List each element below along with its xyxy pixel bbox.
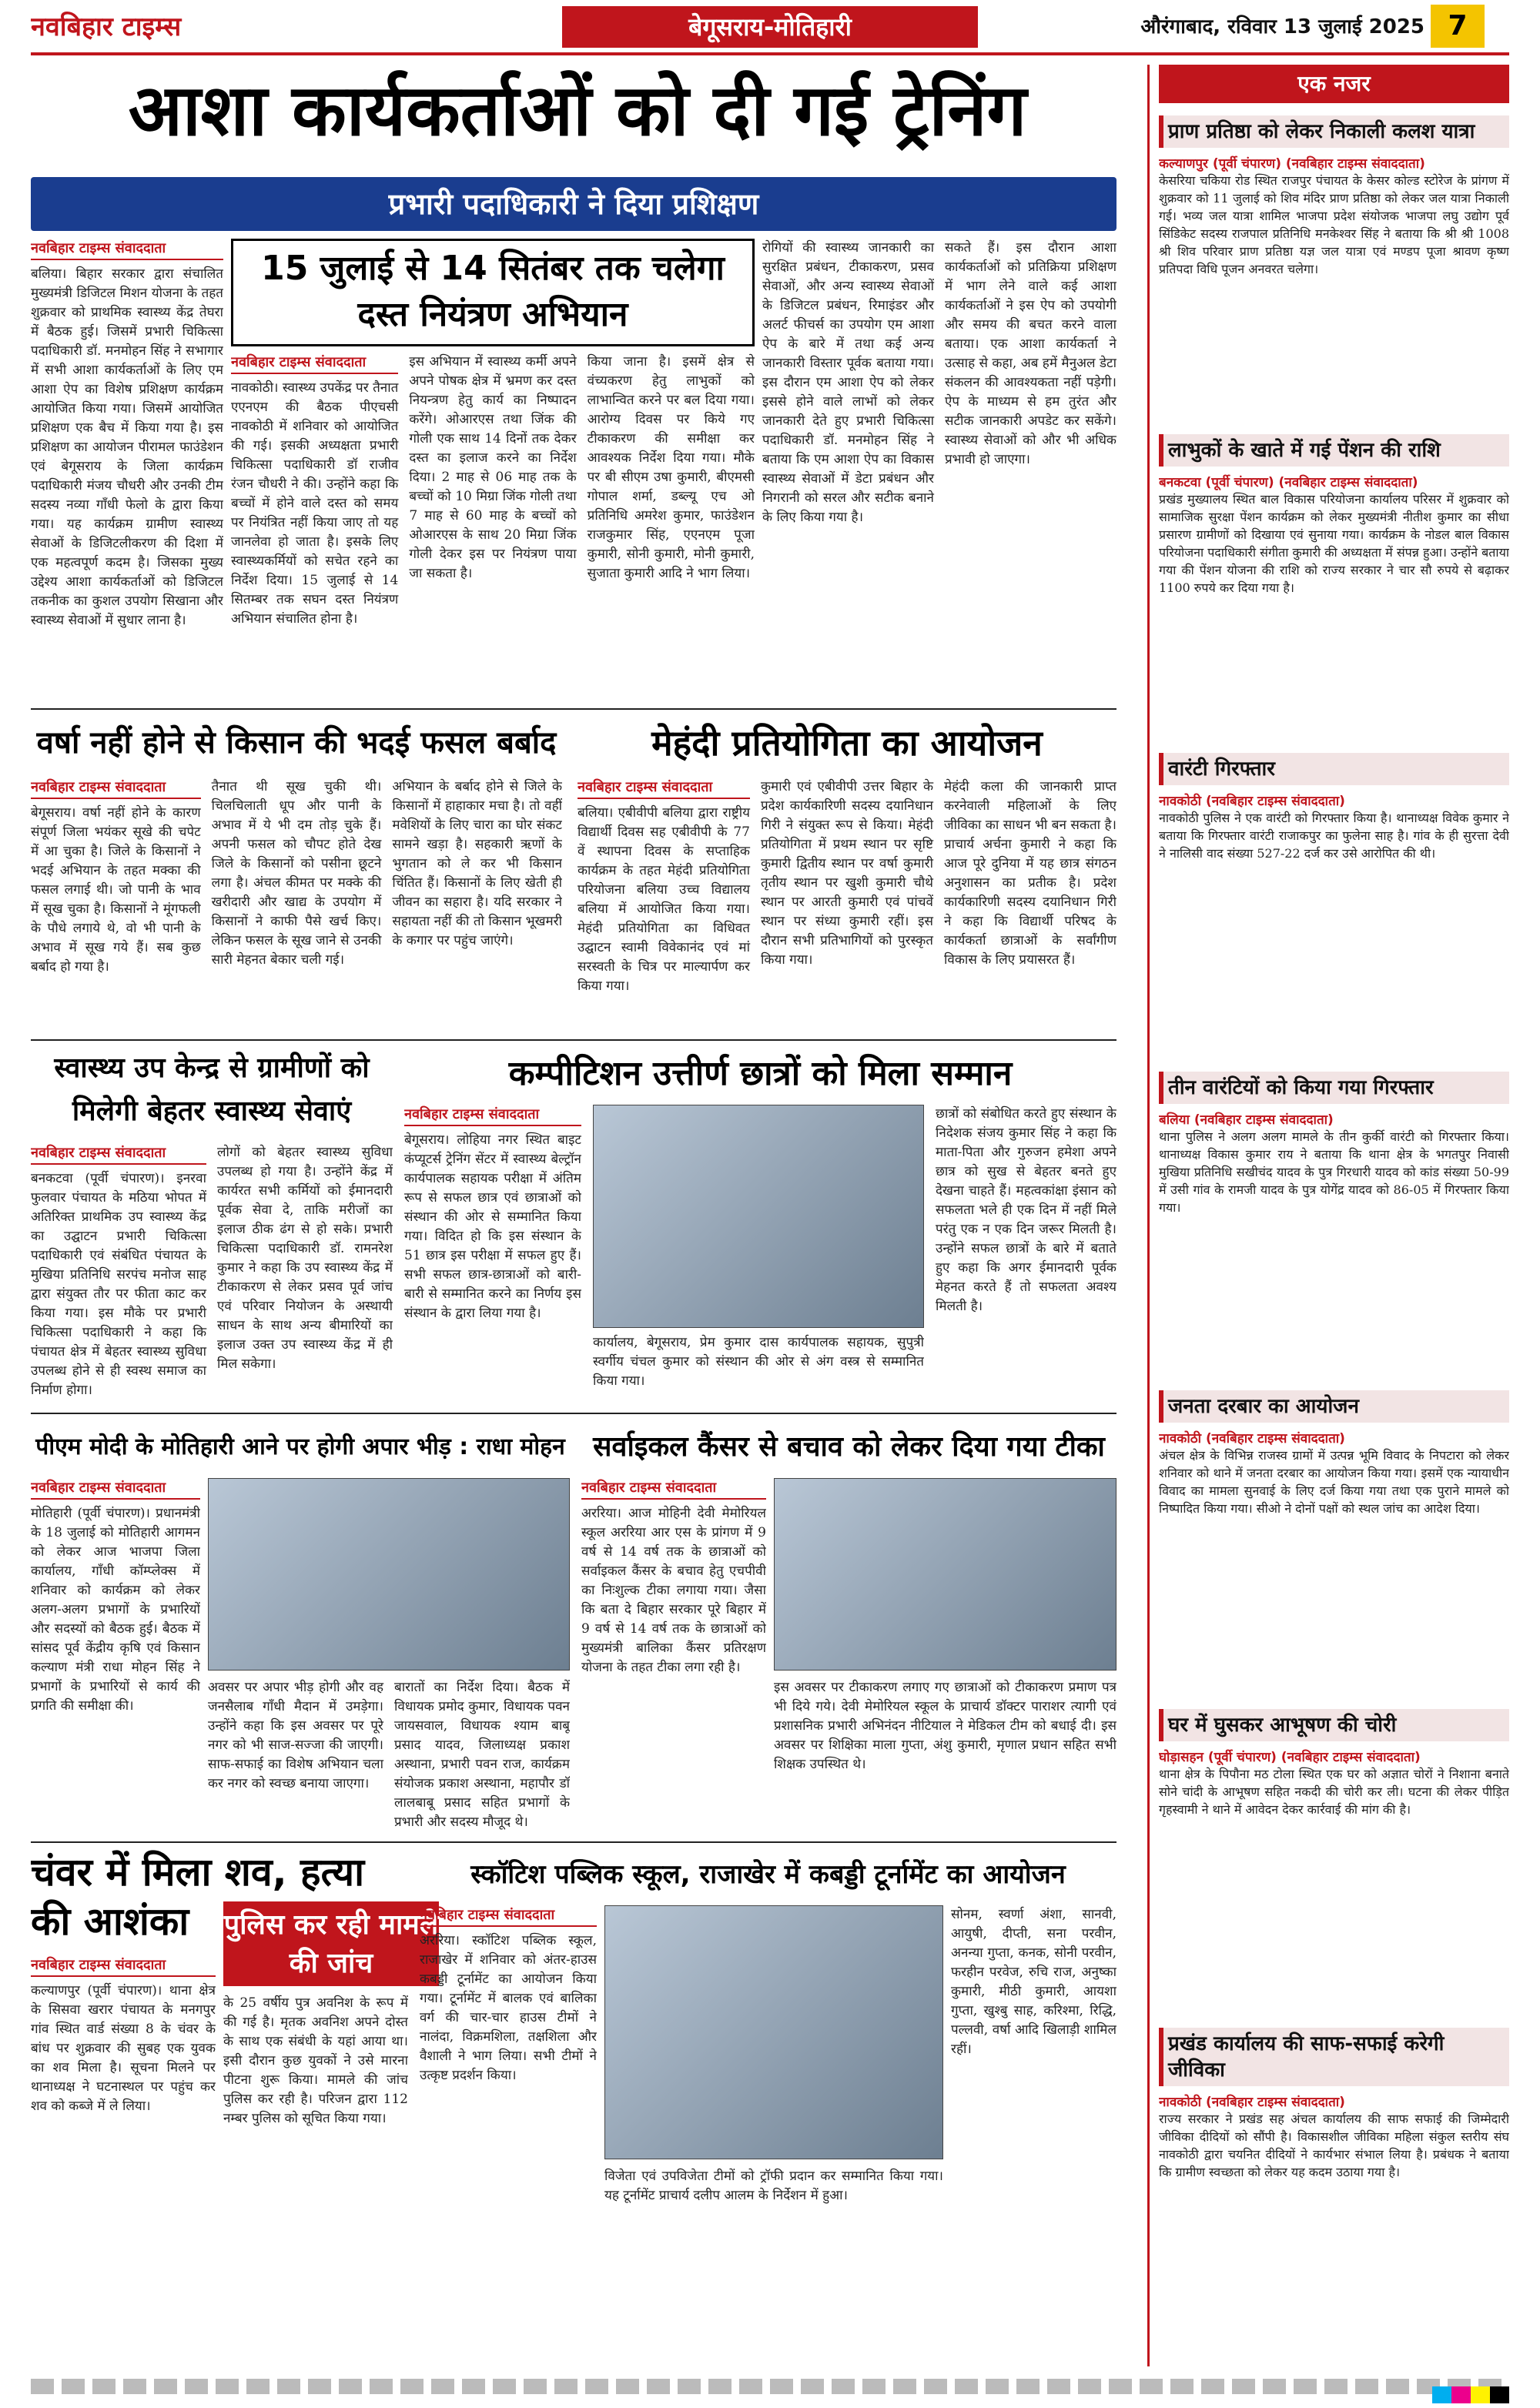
article-text: सोनम, स्वर्णा अंशा, सानवी, आयुषी, दीप्ती, सना परवीन, अनन्या गुप्ता, कनक, सोनी परवीन, फरहीन परवेज, रुचि राज, अनुष्का कुमारी, मीठी कुमारी, आयशा गुप्ता, खुश्बु साह, करिश्मा, रिद्धि, पल्लवी, वर्षा आदि खिलाड़ी शामिल रहीं। [951, 1907, 1116, 2057]
dast-headline: 15 जुलाई से 14 सितंबर तक चलेगा दस्त नियंत्रण अभियान [261, 249, 725, 334]
footer-strip [31, 2379, 1509, 2394]
sidebar-story-byline: बलिया (नवबिहार टाइम्स संवाददाता) [1159, 1112, 1334, 1128]
byline: नवबिहार टाइम्स संवाददाता [31, 1478, 200, 1500]
byline: नवबिहार टाइम्स संवाददाता [31, 778, 201, 799]
sidebar-story [1159, 748, 1509, 1056]
modi-col-1 [31, 1478, 200, 1832]
article-text: इस अभियान में स्वास्थ्य कर्मी अपने अपने पोषक क्षेत्र में भ्रमण कर दस्त नियन्त्रण हेतु कार्य का निष्पादन करेंगे। ओआरएस तथा जिंक की गोली एक साथ 14 दिनों तक देकर दस्त का इलाज करने का निर्देश दिया। 2 माह से 06 माह तक के बच्चों को 10 मिग्रा जिंक गोली तथा 7 माह से 60 माह के बच्चों को ओआरएस के साथ 20 मिग्रा जिंक गोली देकर इस पर नियंत्रण पाया जा सकता है। [409, 354, 577, 581]
barsha-article [31, 778, 562, 1032]
kabaddi-caption-wrap [604, 2167, 943, 2371]
award-ceremony-photo [593, 1105, 924, 1328]
photo-caption: विजेता एवं उपविजेता टीमों को ट्रॉफी प्रदान कर सम्मानित किया गया। यह टूर्नामेंट प्राचार्य दलीप आलम के निर्देशन में हुआ। [604, 2169, 943, 2203]
barsha-headline-wrap [31, 716, 562, 770]
sidebar-story-headline: घर में घुसकर आभूषण की चोरी [1159, 1709, 1509, 1741]
kabaddi-col-1 [420, 1905, 597, 2371]
competition-headline-wrap [404, 1047, 1116, 1101]
sidebar-story-text: थाना क्षेत्र के पिपौना मठ टोला स्थित एक घर को अज्ञात चोरों ने निशाना बनाते सोने चांदी के आभूषण सहित नकदी की चोरी कर ली। घटना की लेकर पीड़ित गृहस्वामी ने थाने में आवेदन देकर कार्रवाई की मांग की है। [1159, 1767, 1509, 1817]
masthead-rule [31, 52, 1509, 55]
sidebar-story-headline: लाभुकों के खाते में गई पेंशन की राशि [1159, 434, 1509, 467]
sidebar-story-text: नावकोठी पुलिस ने एक वारंटी को गिरफ्तार किया है। थानाध्यक्ष विवेक कुमार ने बताया कि गिरफ्तार वारंटी राजाकपुर का फुलेना साह है। गांव के ही सुरत्ता देवी ने नालिसी वाद संख्या 527-22 दर्ज कर उसे आरोपित की थी। [1159, 811, 1509, 861]
cancer-headline-wrap [581, 1420, 1116, 1474]
mehndi-article [578, 778, 1116, 1032]
vaccination-photo [774, 1478, 1116, 1671]
section-divider [31, 708, 1116, 710]
article-text: अररिया। स्कॉटिश पब्लिक स्कूल, राजाखेर में शनिवार को अंतर-हाउस कबड्डी टूर्नामेंट का आयोजन किया गया। टूर्नामेंट में बालक एवं बालिका वर्ग की चार-चार हाउस टीमों ने नालंदा, विक्रमशिला, तक्षशिला और वैशाली ने भाग लिया। सभी टीमों ने उत्कृष्ट प्रदर्शन किया। [420, 1933, 597, 2083]
section-divider [31, 1413, 1116, 1414]
byline: नवबिहार टाइम्स संवाददाता [578, 778, 750, 799]
article-text: अभियान के बर्बाद होने से जिले के किसानों में हाहाकार मचा है। तो वहीं मवेशियों के लिए चारा का घोर संकट सामने खड़ा है। सहकारी ऋणों के भुगतान को ले कर भी किसान चिंतित हैं। किसानों के लिए खेती ही जीवन का सहारा है। यदि सरकार ने सहायता नहीं की तो किसान भूखमरी के कगार पर पहुंच जाएंगे। [392, 779, 562, 948]
article-text: बारातों का निर्देश दिया। बैठक में विधायक प्रमोद कुमार, विधायक पवन जायसवाल, विधायक श्याम बाबू प्रसाद यादव, जिलाध्यक्ष प्रकाश अस्थाना, प्रभारी पवन राज, कार्यक्रम संयोजक प्रकाश अस्थाना, महापौर डॉ लालबाबू प्रसाद सहित प्रभागों के प्रभारी और सदस्य मौजूद थे। [394, 1680, 570, 1830]
lead-headline: आशा कार्यकर्ताओं को दी गई ट्रेनिंग [128, 69, 1027, 152]
sidebar-story-byline: कल्याणपुर (पूर्वी चंपारण) (नवबिहार टाइम्स संवाददाता) [1159, 156, 1425, 172]
byline: नवबिहार टाइम्स संवाददाता [420, 1905, 597, 1927]
sidebar-story-byline: घोड़ासहन (पूर्वी चंपारण) (नवबिहार टाइम्स संवाददाता) [1159, 1750, 1421, 1765]
article-text: छात्रों को संबोधित करते हुए संस्थान के निदेशक संजय कुमार सिंह ने कहा कि माता-पिता और गुरुजन हमेशा अपने छात्र को सुख से बेहतर बनते हुए देखना चाहते हैं। महत्वकांक्षा इंसान को सफलता भले ही एक दिन में नहीं मिले परंतु एक न एक दिन जरूर मिलती है। उन्होंने सफल छात्रों के बारे में बताते हुए कहा कि अगर ईमानदारी पूर्वक मेहनत करते हैं तो सफलता अवश्य मिलती है। [936, 1106, 1116, 1314]
article-text: रोगियों की स्वास्थ्य जानकारी का सुरक्षित प्रबंधन, टीकाकरण, प्रसव सेवाओं, और अन्य स्वास्थ्य सेवाओं के डिजिटल प्रबंधन, रिमाइंडर और अलर्ट फीचर्स का उपयोग एम आशा ऐप के बारे में तथा कई अन्य जानकारी विस्तार पूर्वक बताया गया। इस दौरान एम आशा ऐप को लेकर इससे होने वाले लाभों को लेकर जानकारी देते हुए प्रभारी चिकित्सा पदाधिकारी डॉ. मनमोहन सिंह ने बताया कि एम आशा ऐप का विकास स्वास्थ्य सेवाओं में डेटा प्रबंधन और निगरानी को सरल और सटीक बनाने के लिए किया गया है। [762, 240, 934, 525]
cancer-col-2 [774, 1678, 1116, 1832]
article-text: मोतिहारी (पूर्वी चंपारण)। प्रधानमंत्री के 18 जुलाई को मोतिहारी आगमन को लेकर आज भाजपा जिला कार्यालय, गाँधी कॉम्प्लेक्स में शनिवार को कार्यक्रम को लेकर अलग-अलग प्रभागों के प्रभारियों और सदस्यों को बैठक हुई। बैठक में सांसद पूर्व केंद्रीय कृषि एवं किसान कल्याण मंत्री राधा मोहन सिंह ने प्रभागों के प्रभारियों से कार्य की प्रगति की समीक्षा की। [31, 1506, 200, 1714]
article-text: इस अवसर पर टीकाकरण लगाए गए छात्राओं को टीकाकरण प्रमाण पत्र भी दिये गये। देवी मेमोरियल स्कूल के प्राचार्य डॉक्टर पाराशर त्यागी एवं प्रशासनिक प्रभारी अभिनंदन नीटियाल ने मेडिकल टीम को बधाई दी। इस अवसर पर शिक्षिका माला गुप्ता, अंशु कुमारी, मृणाल प्रधान सहित सभी शिक्षक उपस्थित थे। [774, 1680, 1116, 1772]
edition-date: औरंगाबाद, रविवार 13 जुलाई 2025 [1140, 15, 1424, 38]
newspaper-name: नवबिहार टाइम्स [31, 12, 182, 42]
section-divider [31, 1841, 1116, 1843]
kabaddi-team-photo [604, 1905, 943, 2159]
sidebar-story-text: थाना पुलिस ने अलग अलग मामले के तीन कुर्की वारंटी को गिरफ्तार किया। थानाध्यक्ष विकास कुमार राय ने बताया कि थाना क्षेत्र के भगतपुर निवासी मुखिया प्रतिनिधि सखीचंद यादव के पुत्र गिरधारी यादव को कांड संख्या 50-99 में उसी गांव के रामजी यादव के पुत्र योगेंद्र यादव को 86-05 में गिरफ्तार किया गया। [1159, 1129, 1509, 1215]
kabaddi-col-2 [951, 1905, 1116, 2371]
modi-cols [208, 1678, 570, 1832]
dast-article [231, 353, 755, 699]
article-text: तैनात थी सूख चुकी थी। चिलचिलाती धूप और पानी के अभाव में ये भी दम तोड़ चुके हैं। अपनी फसल को चौपट होते देख जिले के किसानों को पसीना छूटने लगा है। अंचल कीमत पर मक्के की खरीदारी और खाद्य के उपयोग में किसानों ने काफी पैसे खर्च किए। लेकिन फसल के सूख जाने से उनकी सारी मेहनत बेकार चली गई। [211, 779, 382, 968]
byline: नवबिहार टाइम्स संवाददाता [31, 1955, 216, 1977]
cyan-swatch [1432, 2386, 1451, 2403]
sidebar-story [1159, 111, 1509, 419]
modi-headline-wrap [31, 1420, 570, 1474]
byline: नवबिहार टाइम्स संवाददाता [31, 239, 223, 260]
article-text: सकते हैं। इस दौरान आशा कार्यकर्ताओं को प्रतिक्रिया प्रशिक्षण में भाग लेने वाले कई आशा कार्यकर्ताओं ने इस ऐप को उपयोगी और समय की बचत करने वाला बताया। एक आशा कार्यकर्ता ने उत्साह से कहा, अब हमें मैनुअल डेटा संकलन की आवश्यकता नहीं पड़ेगी। ऐप के माध्यम से हम तुरंत और सटीक जानकारी अपडेट कर सकेंगे। स्वास्थ्य सेवाओं को और भी अधिक प्रभावी हो जाएगा। [945, 240, 1116, 467]
sidebar-story-text: प्रखंड मुख्यालय स्थित बाल विकास परियोजना कार्यालय परिसर में शुक्रवार को सामाजिक सुरक्षा पेंशन कार्यक्रम को लेकर मुख्यमंत्री नीतीश कुमार का सीधा प्रसारण ग्रामीणों को दिखाया एवं सुनाया गया। कार्यक्रम के नोडल बाल विकास परियोजना पदाधिकारी संगीता कुमारी की अध्यक्षता में संपन्न हुआ। उन्होंने बताया गया की पेंशन योजना की राशि को राज्य सरकार ने चार सौ रुपये से बढ़ाकर 1100 रुपये कर दिया गया है। [1159, 492, 1509, 595]
article-text: के 25 वर्षीय पुत्र अवनिश के रूप में की गई है। मृतक अवनिश अपने दोस्त के साथ एक संबंधी के यहां आया था। इसी दौरान कुछ युवकों ने उसे मारना पीटना शुरू किया। मामले की जांच पुलिस कर रही है। परिजन द्वारा 112 नम्बर पुलिस को सूचित किया गया। [223, 1995, 408, 2126]
cancer-col-1 [581, 1478, 766, 1832]
byline: नवबिहार टाइम्स संवाददाता [31, 1143, 206, 1165]
article-text: बलिया। बिहार सरकार द्वारा संचालित मुख्यमंत्री डिजिटल मिशन योजना के तहत शुक्रवार को प्राथमिक स्वास्थ्य केंद्र तेघरा में बैठक हुई। जिसमें प्रभारी चिकित्सा पदाधिकारी डॉ. मनमोहन सिंह ने सभागार में सभी आशा कार्यकर्ताओं के लिए एम आशा ऐप का विशेष प्रशिक्षण कार्यक्रम आयोजित किया गया। जिसमें आयोजित प्रशिक्षण एक बैच में किया गया है। इस प्रशिक्षण का आयोजन पीरामल फाउंडेशन एवं बेगूसराय के जिला कार्यक्रम पदाधिकारी मंजय चौधरी और उनकी टीम सदस्य नव्या गाँधी फेलो के द्वारा किया गया। यह कार्यक्रम ग्रामीण स्वास्थ्य सेवाओं के डिजिटलीकरण की दिशा में एक महत्वपूर्ण कदम है। जिसका मुख्य उद्देश्य आशा कार्यकर्ताओं को डिजिटल तकनीक का कुशल उपयोग सिखाना और स्वास्थ्य सेवाओं में सुधार लाना है। [31, 266, 223, 628]
article-text: कल्याणपुर (पूर्वी चंपारण)। थाना क्षेत्र के सिसवा खरार पंचायत के मनगपुर गांव स्थित वार्ड संख्या 8 के चंवर के बांध पर शुक्रवार की सुबह एक युवक का शव मिला है। सूचना मिलने पर थानाध्यक्ष ने घटनास्थल पर पहुंच कर शव को कब्जे में ले लिया। [31, 1983, 216, 2114]
sidebar-story-text: केसरिया चकिया रोड स्थित राजपुर पंचायत के केसर कोल्ड स्टोरेज के प्रांगण में शुक्रवार को 11 जुलाई को शिव मंदिर प्राण प्रतिष्ठा को लेकर जल यात्रा निकाली गई। भव्य जल यात्रा शामिल भाजपा प्रदेश संयोजक भाजपा लघु उद्योग पूर्व सिंडिकेट सदस्य राजपाल प्रतिनिधि मनकेश्वर सिंह ने बताया कि श्री श्री 1008 श्री शिव परिवार प्राण प्रतिष्ठा यज्ञ जल यात्रा एवं मण्डप पूजा श्रावण कृष्ण प्रतिपदा विधि पूजन अनवरत चलेगा। [1159, 173, 1509, 276]
sidebar-story-byline: नावकोठी (नवबिहार टाइम्स संवाददाता) [1159, 1431, 1345, 1446]
chawar-headline: चंवर में मिला शव, हत्या की आशंका [31, 1850, 365, 1944]
article-text: लोगों को बेहतर स्वास्थ्य सुविधा उपलब्ध हो गया है। उन्होंने केंद्र में कार्यरत सभी कर्मियों को ईमानदारी पूर्वक सेवा दे, ताकि मरीजों का इलाज ठीक ढंग से हो सके। प्रभारी चिकित्सा पदाधिकारी डॉ. रामनरेश कुमार ने कहा कि उप स्वास्थ्य केंद्र में टीकाकरण से लेकर प्रसव पूर्व जांच एवं परिवार नियोजन के अस्थायी साधन के साथ अन्य बीमारियों का इलाज उक्त उप स्वास्थ्य केंद्र में ही मिल सकेगा। [217, 1145, 393, 1372]
modi-headline: पीएम मोदी के मोतिहारी आने पर होगी अपार भीड़ : राधा मोहन [35, 1433, 565, 1460]
lead-column-1 [31, 239, 223, 701]
chawar-col-1 [31, 1955, 216, 2371]
article-text: बनकटवा (पूर्वी चंपारण)। इनरवा फुलवार पंचायत के मठिया भोपत में अतिरिक्त प्राथमिक उप स्वास्थ्य केंद्र का उद्घाटन प्रभारी चिकित्सा पदाधिकारी एवं संबंधित पंचायत के मुखिया प्रतिनिधि सरपंच मनोज साह द्वारा संयुक्त तौर पर फीता काट कर किया गया। इस मौके पर प्रभारी चिकित्सा पदाधिकारी ने कहा कि पंचायत क्षेत्र में बेहतर स्वास्थ्य सुविधा उपलब्ध होने से ही स्वस्थ समाज का निर्माण होगा। [31, 1171, 206, 1398]
sidebar-story-byline: नावकोठी (नवबिहार टाइम्स संवाददाता) [1159, 794, 1345, 809]
competition-headline: कम्पीटिशन उत्तीर्ण छात्रों को मिला सम्मान [508, 1054, 1013, 1093]
swasthya-headline: स्वास्थ्य उप केन्द्र से ग्रामीणों को मिलेगी बेहतर स्वास्थ्य सेवाएं [54, 1052, 370, 1127]
sidebar-story-headline: प्रखंड कार्यालय की साफ-सफाई करेगी जीविका [1159, 2028, 1509, 2086]
lead-columns-right [762, 239, 1116, 701]
article-text: नावकोठी। स्वास्थ्य उपकेंद्र पर तैनात एएनएम की बैठक पीएचसी नावकोठी में शनिवार को आयोजित की गई। इसकी अध्यक्षता प्रभारी चिकित्सा पदाधिकारी डॉ राजीव रंजन चौधरी ने की। उन्होंने कहा कि बच्चों में होने वाले दस्त को समय पर नियंत्रित नहीं किया जाए तो यह जानलेवा हो जाता है। इसके लिए स्वास्थ्यकर्मियों को सचेत रहने का निर्देश दिया। 15 जुलाई से 14 सितम्बर तक सघन दस्त नियंत्रण अभियान संचालित होना है। [231, 380, 399, 627]
sidebar-story [1159, 1704, 1509, 2012]
chawar-col-2 [223, 1994, 408, 2371]
byline: नवबिहार टाइम्स संवाददाता [231, 353, 398, 374]
barsha-headline: वर्षा नहीं होने से किसान की भदई फसल बर्बाद [36, 725, 557, 761]
article-text: अवसर पर अपार भीड़ होगी और वह जनसैलाब गाँधी मैदान में उमड़ेगा। उन्होंने कहा कि इस अवसर पर पूरे नगर को भी साज-सज्जा की जाएगी। साफ-सफाई का विशेष अभियान चला कर नगर को स्वच्छ बनाया जाएगा। [208, 1680, 383, 1791]
sidebar-story-headline: वारंटी गिरफ्तार [1159, 753, 1509, 785]
sidebar-story-headline: तीन वारंटियों को किया गया गिरफ्तार [1159, 1072, 1509, 1104]
sidebar-story-headline: प्राण प्रतिष्ठा को लेकर निकाली कलश यात्रा [1159, 115, 1509, 148]
photo-caption-wrap [593, 1333, 924, 1405]
magenta-swatch [1451, 2386, 1471, 2403]
section-title: बेगूसराय-मोतिहारी [562, 6, 978, 48]
byline: नवबिहार टाइम्स संवाददाता [404, 1105, 581, 1126]
kabaddi-headline-wrap [420, 1848, 1116, 1901]
article-text: मेहंदी कला की जानकारी प्राप्त करनेवाली महिलाओं के लिए जीविका का साधन भी बन सकता है। प्राचार्य अर्चना कुमारी ने कहा कि आज पूरे दुनिया में यह छात्र संगठन अनुशासन का प्रतीक है। प्रदेश कार्यकारिणी सदस्य दयानिधान गिरी ने कहा कि विद्यार्थी परिषद के कार्यकर्ता छात्राओं के सर्वांगीण विकास के लिए प्रयासरत हैं। [944, 779, 1116, 968]
article-text: बेगूसराय। लोहिया नगर स्थित बाइट कंप्यूटर्स ट्रेनिंग सेंटर में स्वास्थ्य बेल्ट्रॉन कार्यपालक सहायक परीक्षा में अंतिम रूप से सफल छात्र एवं छात्राओं को संस्थान की ओर से सम्मानित किया गया। विदित हो कि इस संस्थान के 51 छात्र इस परीक्षा में सफल हुए हैं। सभी सफल छात्र-छात्राओं को बारी-बारी से सम्मानित करने का निर्णय इस संस्थान के द्वारा लिया गया है। [404, 1132, 581, 1321]
sidebar-story [1159, 430, 1509, 737]
lead-banner: प्रभारी पदाधिकारी ने दिया प्रशिक्षण [31, 177, 1116, 231]
police-investigation-box: पुलिस कर रही मामले की जांच [223, 1901, 439, 1986]
black-swatch [1490, 2386, 1509, 2403]
article-text: अररिया। आज मोहिनी देवी मेमोरियल स्कूल अररिया आर एस के प्रांगण में 9 वर्ष से 14 वर्ष तक के छात्राओं को सर्वाइकल कैंसर के बचाव हेतु एचपीवी का निःशुल्क टीका लगाया गया। जैसा कि बता दे बिहार सरकार पूरे बिहार में 9 वर्ष से 14 वर्ष तक के छात्राओं को मुख्यमंत्री बालिका कैंसर प्रतिरक्षण योजना के तहत टीका लगा रही है। [581, 1506, 766, 1675]
sidebar-story-text: अंचल क्षेत्र के विभिन्न राजस्व ग्रामों में उत्पन्न भूमि विवाद के निपटारा को लेकर शनिवार को थाने में जनता दरबार का आयोजन किया गया। इसमें एक न्यायाधीन विवाद का मामला सुनवाई के लिए दर्ज किया गया तथा एक पुराने मामले को निष्पादित किया गया। सीओ ने दोनों पक्षों को स्थल जांच का आदेश दिया। [1159, 1448, 1509, 1516]
mehndi-headline: मेहंदी प्रतियोगिता का आयोजन [651, 722, 1043, 764]
competition-col-2 [936, 1105, 1116, 1405]
yellow-swatch [1471, 2386, 1490, 2403]
bjp-meeting-photo [208, 1478, 570, 1671]
kabaddi-headline: स्कॉटिश पब्लिक स्कूल, राजाखेर में कबड्डी टूर्नामेंट का आयोजन [470, 1859, 1066, 1890]
mehndi-headline-wrap [578, 716, 1116, 770]
article-text: कुमारी एवं एबीवीपी उत्तर बिहार के प्रदेश कार्यकारिणी सदस्य दयानिधान गिरी ने संयुक्त रूप से किया। मेहंदी प्रतियोगिता में प्रथम स्थान पर सृष्टि कुमारी द्वितीय स्थान पर वर्षा कुमारी तृतीय स्थान पर खुशी कुमारी चौथे स्थान पर आरती कुमारी एवं पांचवें स्थान पर संध्या कुमारी रहीं। इस दौरान सभी प्रतिभागियों को पुरस्कृत किया गया। [761, 779, 933, 968]
section-divider [31, 1039, 1116, 1041]
sidebar-story-byline: नावकोठी (नवबिहार टाइम्स संवाददाता) [1159, 2095, 1345, 2110]
article-text: बेगूसराय। वर्षा नहीं होने के कारण संपूर्ण जिला भयंकर सूखे की चपेट में आ चुका है। जिले के किसानों ने भदई अभियान के तहत मक्का की फसल लगाई थी। जो पानी के भाव में सूख चुका है। किसानों ने मूंगफली के पौधे लगाये थे, वो भी पानी के अभाव में सूख गये हैं। सब कुछ बर्बाद हो गया है। [31, 805, 201, 975]
sidebar-story [1159, 1386, 1509, 1694]
competition-col-1 [404, 1105, 581, 1405]
cancer-headline: सर्वाइकल कैंसर से बचाव को लेकर दिया गया टीका [593, 1431, 1105, 1463]
sidebar-story [1159, 1067, 1509, 1375]
article-text: बलिया। एबीवीपी बलिया द्वारा राष्ट्रीय विद्यार्थी दिवस सह एबीवीपी के 77 वें स्थापना दिवस के सप्ताहिक कार्यक्रम के तहत मेहंदी प्रतियोगिता परियोजना बलिया उच्च विद्यालय बलिया में आयोजित किया गया। मेहंदी प्रतियोगिता का विधिवत उद्घाटन स्वामी विवेकानंद एवं मां सरस्वती के चित्र पर माल्यार्पण कर किया गया। [578, 805, 750, 994]
swasthya-headline-wrap [31, 1047, 393, 1139]
sidebar-story [1159, 2023, 1509, 2331]
sidebar-story-text: राज्य सरकार ने प्रखंड सह अंचल कार्यालय की साफ सफाई की जिम्मेदारी जीविका दीदियों को सौंपी है। विकासशील जीविका महिला संकुल स्तरीय संघ नावकोठी द्वारा चयनित दीदियों ने कार्यभार संभाल लिया है। प्रबंधक ने बताया कि ग्रामीण स्वच्छता को लेकर यह कदम उठाया गया है। [1159, 2112, 1509, 2179]
cmyk-registration [1432, 2386, 1509, 2403]
sidebar-story-headline: जनता दरबार का आयोजन [1159, 1390, 1509, 1423]
dast-headline-box [231, 239, 755, 346]
sidebar-stories [1159, 111, 1509, 2331]
photo-caption: कार्यालय, बेगूसराय, प्रेम कुमार दास कार्यपालक सहायक, सुपुत्री स्वर्गीय चंचल कुमार को संस्थान की ओर से अंग वस्त्र से सम्मानित किया गया। [593, 1335, 924, 1389]
page-number: 7 [1431, 5, 1485, 48]
article-text: किया जाना है। इसमें क्षेत्र से वंच्यकरण हेतु लाभुकों को लाभान्वित करने पर बल दिया गया। आरोग्य दिवस पर किये गए टीकाकरण की समीक्षा कर आवश्यक निर्देश दिया गया। मौके पर बी सीएम उषा कुमारी, बीएमसी गोपाल शर्मा, डब्ल्यू एच ओ प्रतिनिधि अमरेश कुमार, फाउंडेशन राजकुमार सिंह, एएनएम पूजा कुमारी, सोनी कुमारी, मोनी कुमारी, सुजाता कुमारी आदि ने भाग लिया। [587, 354, 755, 581]
swasthya-article [31, 1143, 393, 1405]
ek-nazar-sidebar [1147, 65, 1509, 2366]
byline: नवबिहार टाइम्स संवाददाता [581, 1478, 766, 1500]
sidebar-label: एक नजर [1159, 65, 1509, 103]
sidebar-story-byline: बनकटवा (पूर्वी चंपारण) (नवबिहार टाइम्स संवाददाता) [1159, 475, 1418, 490]
